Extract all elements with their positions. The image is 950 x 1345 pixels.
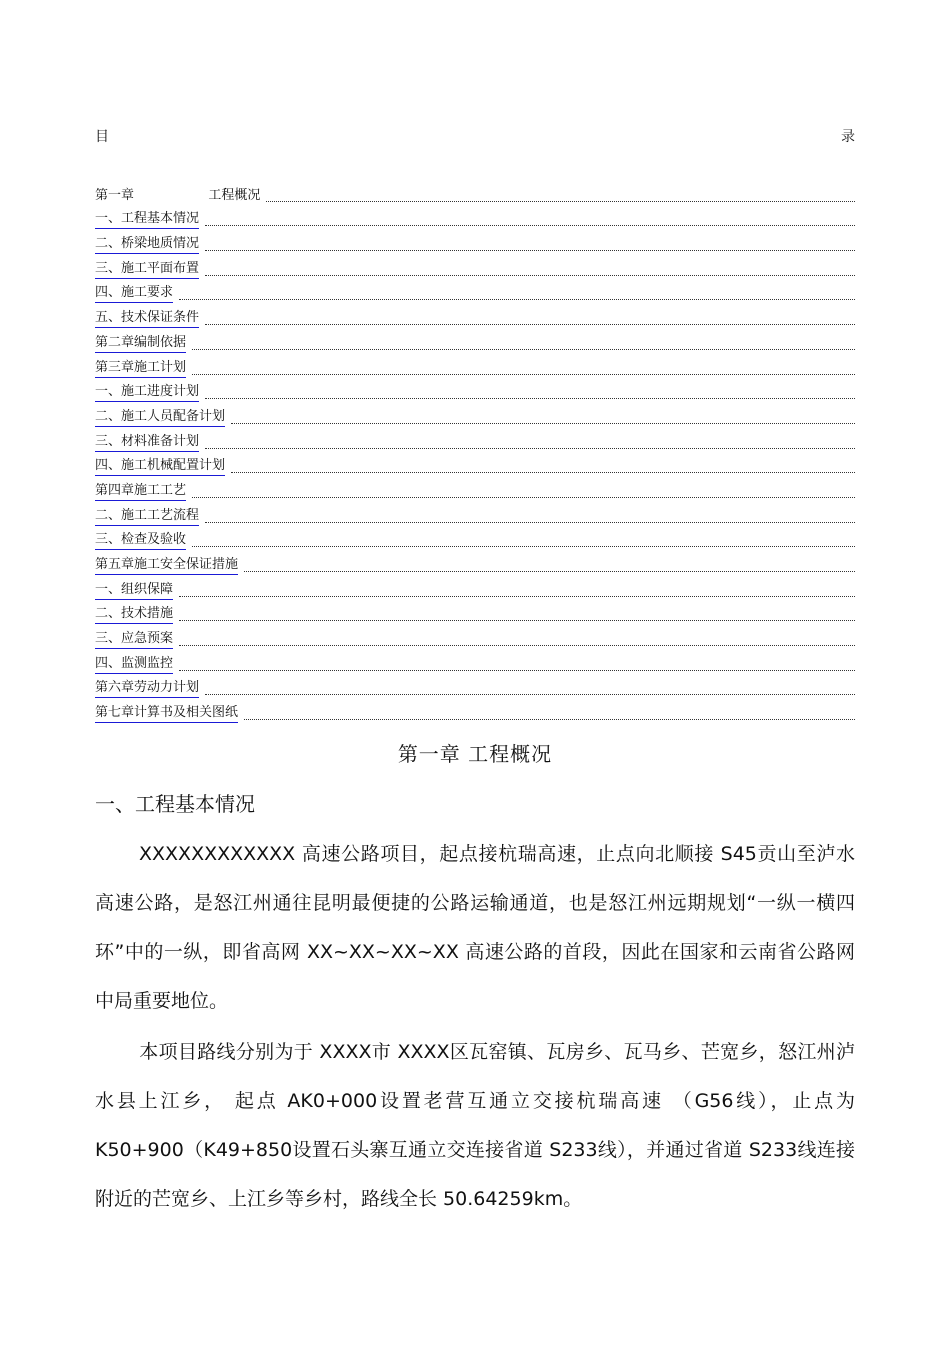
toc-entry[interactable] xyxy=(95,600,855,625)
toc-heading-left: 目 xyxy=(95,129,109,145)
toc-leader-dots xyxy=(192,496,855,498)
toc-entry[interactable] xyxy=(95,402,855,427)
toc-heading-right: 录 xyxy=(841,129,855,145)
toc-entry[interactable] xyxy=(95,674,855,699)
chapter-title: 第一章 工程概况 xyxy=(397,742,553,766)
toc-entry-label: 第一章 工程概况 xyxy=(95,187,261,203)
body-paragraph-2 xyxy=(95,1028,855,1224)
toc-entry-label[interactable]: 四、施工要求 xyxy=(95,285,173,303)
toc-leader-dots xyxy=(244,570,855,572)
toc-leader-dots xyxy=(205,224,855,226)
toc-entry[interactable] xyxy=(95,575,855,600)
toc-entry[interactable] xyxy=(95,452,855,477)
toc-entry[interactable] xyxy=(95,205,855,230)
toc-entry[interactable] xyxy=(95,353,855,378)
toc-entry-label[interactable]: 第四章施工工艺 xyxy=(95,483,186,501)
toc-entry[interactable] xyxy=(95,649,855,674)
toc-entry-label[interactable]: 五、技术保证条件 xyxy=(95,310,199,328)
toc-entry[interactable] xyxy=(95,501,855,526)
toc-entry[interactable] xyxy=(95,254,855,279)
toc-entry-label[interactable]: 第七章计算书及相关图纸 xyxy=(95,705,238,723)
toc-entry-label[interactable]: 一、组织保障 xyxy=(95,582,173,600)
toc-entry-label[interactable]: 二、桥梁地质情况 xyxy=(95,236,199,254)
toc-entry-label[interactable]: 第六章劳动力计划 xyxy=(95,680,199,698)
paragraph-text: XXXXXXXXXXXX 高速公路项目，起点接杭瑞高速，止点向北顺接 S45贡山至泸水高速公路，是怒江州通往昆明最便捷的公路运输通道，也是怒江州远期规划“一纵一横四环”中的一纵，即省高网 XX~XX~XX~XX 高速公路的首段，因此在国家和云南省公路网中局重要地位。 xyxy=(95,843,855,1012)
toc-entry-label[interactable]: 第二章编制依据 xyxy=(95,335,186,353)
toc-entry[interactable] xyxy=(95,698,855,723)
toc-entry-label[interactable]: 第三章施工计划 xyxy=(95,360,186,378)
toc-entry[interactable] xyxy=(95,427,855,452)
toc-entry[interactable] xyxy=(95,328,855,353)
toc-entry-label[interactable]: 三、检查及验收 xyxy=(95,532,186,550)
toc-leader-dots xyxy=(205,249,855,251)
toc-entry-label[interactable]: 二、施工人员配备计划 xyxy=(95,409,225,427)
toc-entry[interactable] xyxy=(95,303,855,328)
toc-entry[interactable] xyxy=(95,624,855,649)
toc-entry[interactable] xyxy=(95,229,855,254)
toc-entry-label[interactable]: 第五章施工安全保证措施 xyxy=(95,557,238,575)
toc-entry-label[interactable]: 一、工程基本情况 xyxy=(95,211,199,229)
toc-leader-dots xyxy=(192,545,855,547)
toc-leader-dots xyxy=(179,619,855,621)
toc-entry-label[interactable]: 一、施工进度计划 xyxy=(95,384,199,402)
toc-entry-label[interactable]: 四、施工机械配置计划 xyxy=(95,458,225,476)
toc-leader-dots xyxy=(205,323,855,325)
toc-leader-dots xyxy=(192,373,855,375)
toc-entry-label[interactable]: 四、监测监控 xyxy=(95,656,173,674)
toc-leader-dots xyxy=(179,595,855,597)
toc-leader-dots xyxy=(179,644,855,646)
toc-entry[interactable] xyxy=(95,476,855,501)
section-title: 一、工程基本情况 xyxy=(95,792,255,816)
toc-leader-dots xyxy=(179,669,855,671)
toc-leader-dots xyxy=(192,348,855,350)
toc-leader-dots xyxy=(205,274,855,276)
toc-leader-dots xyxy=(179,298,855,300)
toc-entry-label[interactable]: 二、施工工艺流程 xyxy=(95,508,199,526)
toc-leader-dots xyxy=(205,693,855,695)
toc-leader-dots xyxy=(231,422,855,424)
toc-entry-label[interactable]: 三、应急预案 xyxy=(95,631,173,649)
toc-entry-label[interactable]: 三、材料准备计划 xyxy=(95,434,199,452)
body-paragraph-1 xyxy=(95,830,855,1026)
toc-entry[interactable] xyxy=(95,279,855,304)
table-of-contents xyxy=(95,180,855,723)
toc-leader-dots xyxy=(205,447,855,449)
toc-entry[interactable] xyxy=(95,550,855,575)
toc-entry-label[interactable]: 三、施工平面布置 xyxy=(95,261,199,279)
toc-leader-dots xyxy=(244,718,855,720)
toc-entry[interactable] xyxy=(95,378,855,403)
toc-entry-label[interactable]: 二、技术措施 xyxy=(95,606,173,624)
paragraph-text: 本项目路线分别为于 XXXX市 XXXX区瓦窑镇、瓦房乡、瓦马乡、芒宽乡，怒江州泸水县上江乡， 起点 AK0+000设置老营互通立交接杭瑞高速 （G56线），止点为 K50+900（K49+850设置石头寨互通立交连接省道 S233线），并通过省道 S233线连接附近的芒宽乡、上江乡等乡村，路线全长 50.64259km。 xyxy=(95,1041,855,1210)
toc-leader-dots xyxy=(266,200,855,202)
toc-leader-dots xyxy=(205,397,855,399)
toc-leader-dots xyxy=(231,471,855,473)
toc-entry xyxy=(95,180,855,205)
toc-leader-dots xyxy=(205,521,855,523)
toc-entry[interactable] xyxy=(95,526,855,551)
